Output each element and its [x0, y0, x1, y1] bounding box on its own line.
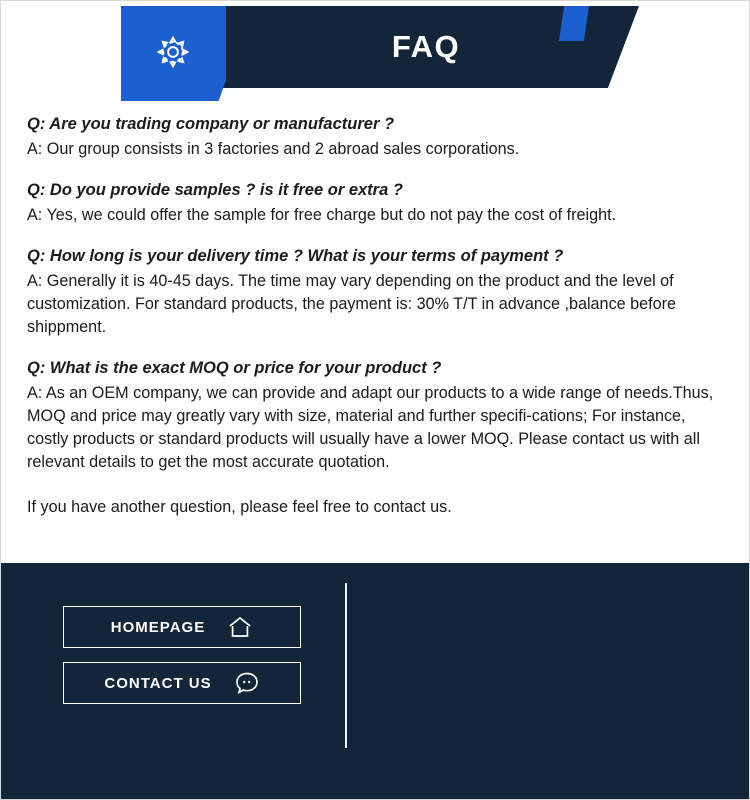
- header-banner: [1, 1, 750, 101]
- faq-content: [1, 101, 750, 563]
- footer: [1, 563, 750, 800]
- faq-question: Q: Are you trading company or manufacturer ?: [27, 115, 395, 133]
- faq-answer: A: Yes, we could offer the sample for free charge but do not pay the cost of freight.: [27, 205, 617, 224]
- faq-question: Q: Do you provide samples ? is it free or extra ?: [27, 180, 403, 199]
- contact-us-button[interactable]: [63, 662, 301, 704]
- gear-icon: [156, 35, 190, 69]
- faq-answer: A: As an OEM company, we can provide and adapt our products to a wide range of needs.Thus, MOQ and price may greatly vary with size, material and further specifi-cations; For instance, costly products or standard products will usually have a lower MOQ. Please contact us with all relevant details to get the most accurate quotation.: [27, 383, 714, 471]
- faq-item: [27, 357, 725, 474]
- faq-answer: A: Generally it is 40-45 days. The time may vary depending on the product and the level of customization. For standard products, the payment is: 30% T/T in advance ,balance before shippment.: [27, 271, 677, 336]
- faq-item: [27, 113, 725, 161]
- faq-item: [27, 179, 725, 227]
- faq-answer: A: Our group consists in 3 factories and 2 abroad sales corporations.: [27, 139, 520, 158]
- faq-question: Q: What is the exact MOQ or price for your product ?: [27, 358, 442, 377]
- chat-bubble-icon: [234, 670, 260, 696]
- home-icon: [227, 614, 253, 640]
- homepage-button[interactable]: [63, 606, 301, 648]
- footer-divider: [345, 583, 347, 748]
- homepage-button-label: HOMEPAGE: [110, 618, 206, 636]
- faq-closing-text: If you have another question, please feel free to contact us.: [27, 497, 452, 516]
- page-title: FAQ: [391, 29, 461, 64]
- contact-us-button-label: CONTACT US: [104, 674, 212, 692]
- faq-question: Q: How long is your delivery time ? What is your terms of payment ?: [27, 246, 564, 265]
- faq-item: [27, 245, 725, 339]
